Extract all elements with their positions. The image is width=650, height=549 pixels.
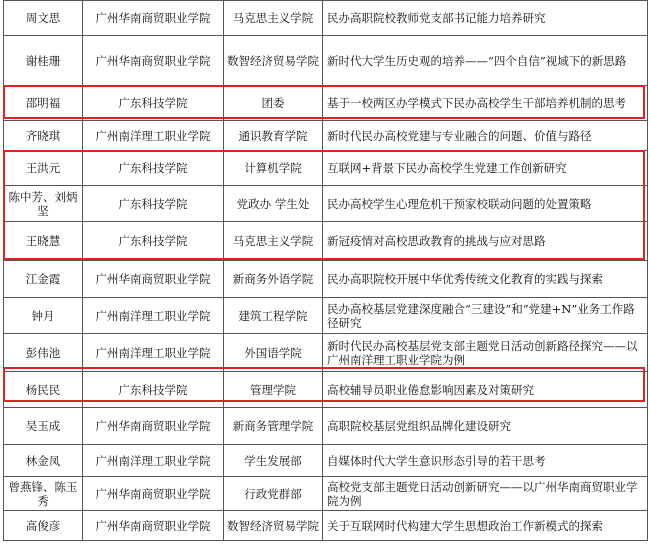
cell-department: 数智经济贸易学院: [224, 511, 323, 541]
cell-department: 新商务管理学院: [224, 408, 323, 445]
cell-name: 谢桂珊: [4, 36, 83, 86]
table-row: [4, 186, 648, 222]
cell-school: 广州华南商贸职业学院: [83, 511, 224, 541]
table-row: [4, 86, 648, 121]
cell-school: 广州南洋理工职业学院: [83, 445, 224, 477]
cell-name: 王晓慧: [4, 222, 83, 261]
cell-title: 新时代民办高校党建与专业融合的问题、价值与路径: [323, 121, 648, 151]
cell-name: 高俊彦: [4, 511, 83, 541]
cell-name: 王洪元: [4, 151, 83, 186]
cell-school: 广州南洋理工职业学院: [83, 121, 224, 151]
cell-school: 广东科技学院: [83, 186, 224, 222]
table-row: [4, 445, 648, 477]
cell-name: 陈中芳、刘炳坚: [4, 186, 83, 222]
cell-title: 基于一校两区办学模式下民办高校学生干部培养机制的思考: [323, 86, 648, 121]
cell-title: 民办高职院校开展中华优秀传统文化教育的实践与探索: [323, 261, 648, 298]
table-row: [4, 121, 648, 151]
table-row: [4, 261, 648, 298]
table-row: [4, 151, 648, 186]
cell-name: 周文思: [4, 1, 83, 36]
cell-title: 新冠疫情对高校思政教育的挑战与应对思路: [323, 222, 648, 261]
cell-department: 新商务外语学院: [224, 261, 323, 298]
cell-name: 江金霞: [4, 261, 83, 298]
project-table: [3, 0, 648, 541]
cell-title: 高校辅导员职业倦怠影响因素及对策研究: [323, 372, 648, 408]
cell-school: 广东科技学院: [83, 86, 224, 121]
cell-name: 杨民民: [4, 372, 83, 408]
cell-department: 数智经济贸易学院: [224, 36, 323, 86]
cell-title: 民办高校基层党建深度融合“三建设”和“党建+N”业务工作路径研究: [323, 298, 648, 334]
cell-title: 民办高校学生心理危机干预家校联动问题的处置策略: [323, 186, 648, 222]
cell-name: 林金凤: [4, 445, 83, 477]
table-row: [4, 1, 648, 36]
cell-school: 广州华南商贸职业学院: [83, 36, 224, 86]
table-row: [4, 298, 648, 334]
cell-name: 吴玉成: [4, 408, 83, 445]
table-row: [4, 408, 648, 445]
cell-school: 广州华南商贸职业学院: [83, 408, 224, 445]
cell-school: 广州华南商贸职业学院: [83, 477, 224, 511]
cell-school: 广州华南商贸职业学院: [83, 261, 224, 298]
cell-name: 钟月: [4, 298, 83, 334]
cell-department: 党政办 学生处: [224, 186, 323, 222]
table-row: [4, 372, 648, 408]
cell-name: 齐晓琪: [4, 121, 83, 151]
table-row: [4, 222, 648, 261]
cell-school: 广东科技学院: [83, 151, 224, 186]
cell-title: 互联网+背景下民办高校学生党建工作创新研究: [323, 151, 648, 186]
cell-title: 关于互联网时代构建大学生思想政治工作新模式的探索: [323, 511, 648, 541]
table-row: [4, 477, 648, 511]
cell-department: 通识教育学院: [224, 121, 323, 151]
cell-school: 广州华南商贸职业学院: [83, 1, 224, 36]
table-row: [4, 511, 648, 541]
cell-department: 管理学院: [224, 372, 323, 408]
cell-title: 新时代民办高校基层党支部主题党日活动创新路径探究——以广州南洋理工职业学院为例: [323, 334, 648, 372]
cell-school: 广州南洋理工职业学院: [83, 298, 224, 334]
cell-title: 自媒体时代大学生意识形态引导的若干思考: [323, 445, 648, 477]
cell-department: 外国语学院: [224, 334, 323, 372]
cell-title: 民办高职院校教师党支部书记能力培养研究: [323, 1, 648, 36]
cell-name: 曾燕锋、陈玉秀: [4, 477, 83, 511]
cell-school: 广东科技学院: [83, 222, 224, 261]
cell-department: 行政党群部: [224, 477, 323, 511]
cell-name: 邵明福: [4, 86, 83, 121]
cell-department: 计算机学院: [224, 151, 323, 186]
cell-department: 学生发展部: [224, 445, 323, 477]
cell-department: 建筑工程学院: [224, 298, 323, 334]
cell-title: 高职院校基层党组织品牌化建设研究: [323, 408, 648, 445]
cell-school: 广州南洋理工职业学院: [83, 334, 224, 372]
cell-department: 马克思主义学院: [224, 222, 323, 261]
cell-school: 广东科技学院: [83, 372, 224, 408]
table-row: [4, 36, 648, 86]
cell-title: 新时代大学生历史观的培养——“四个自信”视域下的新思路: [323, 36, 648, 86]
cell-department: 马克思主义学院: [224, 1, 323, 36]
cell-name: 彭伟池: [4, 334, 83, 372]
cell-title: 高校党支部主题党日活动创新研究——以广州华南商贸职业学院为例: [323, 477, 648, 511]
cell-department: 团委: [224, 86, 323, 121]
table-row: [4, 334, 648, 372]
